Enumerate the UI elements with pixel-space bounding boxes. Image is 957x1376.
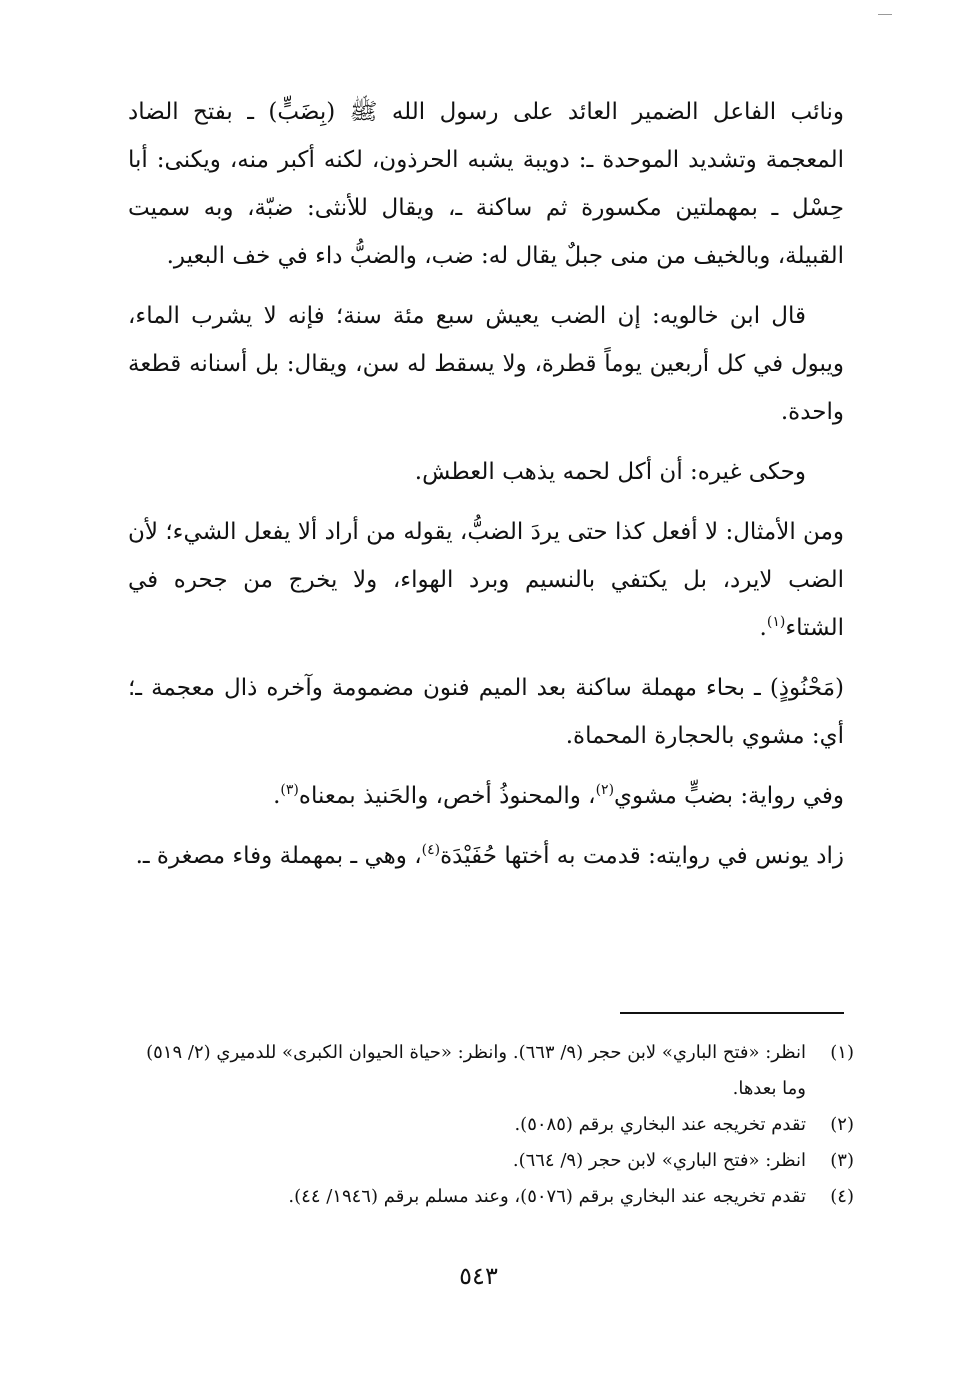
footnote-ref: (١): [766, 614, 786, 630]
footnote-text: انظر: «فتح الباري» لابن حجر (٩/ ٦٦٣). وانظر: «حياة الحيوان الكبرى» للدميري (٢/ ٥١٩) وما بعدها.: [146, 1042, 806, 1099]
paragraph-proverb: [128, 508, 844, 652]
page-number: ٥٤٣: [459, 1262, 498, 1290]
footnote-number: (٢): [830, 1114, 854, 1135]
paragraph-text: ومن الأمثال: لا أفعل كذا حتى يردَ الضبُّ، يقوله من أراد ألا يفعل الشيء؛ لأن الضب لايرد، بل يكتفي بالنسيم وبرد الهواء، ولا يخرج من جحره في الشتاء: [128, 519, 844, 641]
paragraph-text: وحكى غيره: أن أكل لحمه يذهب العطش.: [414, 459, 806, 485]
footnote-ref: (٢): [595, 782, 615, 798]
footnote-number: (٣): [830, 1150, 854, 1171]
footnote-3: [128, 1143, 854, 1179]
footnote-text: انظر: «فتح الباري» لابن حجر (٩/ ٦٦٤).: [512, 1150, 806, 1171]
main-text: [128, 88, 844, 892]
paragraph-ibn-khalawayh: [128, 292, 844, 436]
footnote-2: [128, 1107, 854, 1143]
paragraph-text: ونائب الفاعل الضمير العائد على رسول الله ﷺ (بِضَبٍّ) ـ بفتح الضاد المعجمة وتشديد الموحدة ـ: دويبة يشبه الحرذون، لكنه أكبر منه، ويكنى: أبا حِسْل ـ بمهملتين مكسورة ثم ساكنة ـ، ويقال للأنثى: ضبّة، وبه سميت القبيلة، وبالخيف من منى جبلٌ يقال له: ضب، والضبُّ داء في خف البعير.: [128, 99, 844, 269]
footnote-separator: [620, 1012, 844, 1014]
footnote-text: تقدم تخريجه عند البخاري برقم (٥٠٧٦)، وعند مسلم برقم (١٩٤٦/ ٤٤).: [288, 1186, 806, 1207]
paragraph-thirst: [128, 448, 844, 496]
paragraph-riwaya: [128, 772, 844, 820]
footnote-number: (٤): [830, 1186, 854, 1207]
footnote-text: تقدم تخريجه عند البخاري برقم (٥٠٨٥).: [514, 1114, 806, 1135]
paragraph-text: ، وهي ـ بمهملة وفاء مصغرة ـ.: [135, 843, 422, 869]
footnote-1: [128, 1035, 854, 1107]
footnote-ref: (٤): [421, 842, 441, 858]
paragraph-text: ، والمحنوذُ أخص، والحَنيذ بمعناه: [298, 783, 596, 809]
scan-mark: [878, 14, 892, 15]
paragraph-text: (مَحْنُوذٍ) ـ بحاء مهملة ساكنة بعد الميم فنون مضمومة وآخره ذال معجمة ـ؛ أي: مشوي بالحجارة المحماة.: [128, 675, 844, 749]
punctuation: .: [273, 783, 281, 809]
footnote-ref: (٣): [280, 782, 299, 798]
punctuation: .: [759, 615, 767, 641]
footnotes: [128, 1035, 854, 1215]
paragraph-yunus: [128, 832, 844, 880]
paragraph-text: قال ابن خالويه: إن الضب يعيش سبع مئة سنة؛ فإنه لا يشرب الماء، ويبول في كل أربعين يوماً قطرة، ولا يسقط له سن، ويقال: بل أسنانه قطعة واحدة.: [128, 303, 844, 425]
paragraph-dabb-definition: [128, 88, 844, 280]
paragraph-text: زاد يونس في روايته: قدمت به أختها حُفَيْدَة: [440, 843, 844, 869]
footnote-4: [128, 1179, 854, 1215]
paragraph-text: وفي رواية: بضبٍّ مشوي: [614, 783, 844, 809]
paragraph-mahnudh: [128, 664, 844, 760]
footnote-number: (١): [830, 1042, 854, 1063]
